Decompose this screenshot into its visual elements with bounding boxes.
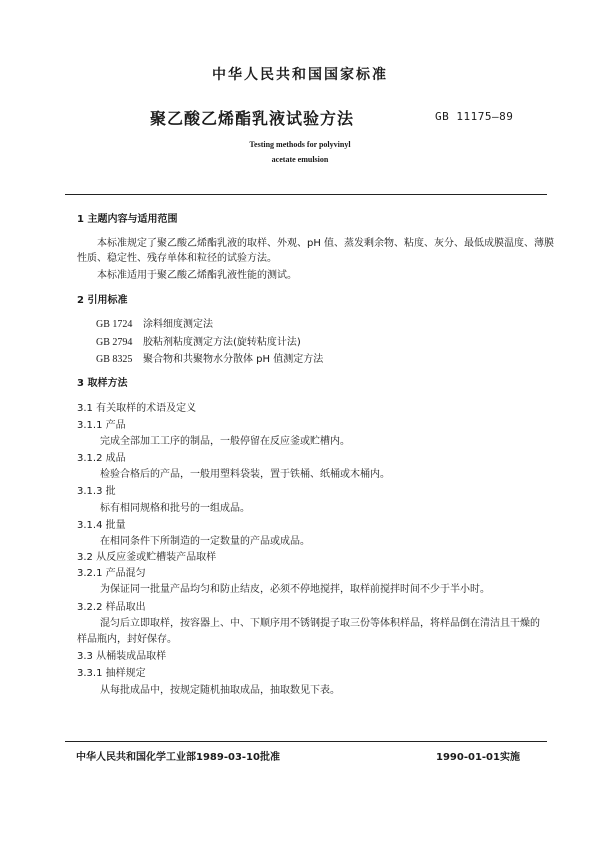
- footer-rule: [65, 741, 547, 742]
- clause-3-2-2-text-line1: 混匀后立即取样，按容器上、中、下顺序用不锈钢提子取三份等体积样品，将样品倒在清洁且干燥的: [100, 618, 540, 629]
- issuing-authority: 中华人民共和国国家标准: [212, 67, 388, 83]
- clause-3-1-1-text: 完成全部加工工序的制品，一般停留在反应釜或贮槽内。: [100, 436, 350, 447]
- document-title: 聚乙酸乙烯酯乳液试验方法: [150, 109, 355, 128]
- section-1-para1-line2: 性质、稳定性、残存单体和粒径的试验方法。: [77, 253, 277, 264]
- header-rule: [65, 194, 547, 195]
- clause-3-1-2-text: 检验合格后的产品，一般用塑料袋装，置于铁桶、纸桶或木桶内。: [100, 469, 390, 480]
- section-1-heading: 1 主题内容与适用范围: [77, 214, 178, 225]
- standard-number: GB 11175—89: [435, 110, 514, 123]
- clause-3-3: 3.3 从桶装成品取样: [77, 651, 167, 662]
- english-title-line1: Testing methods for polyvinyl: [249, 140, 351, 149]
- reference-title: 胶粘剂粘度测定方法(旋转粘度计法): [143, 337, 301, 348]
- clause-3-1: 3.1 有关取样的术语及定义: [77, 403, 197, 414]
- clause-3-1-3: 3.1.3 批: [77, 486, 116, 497]
- section-3-heading: 3 取样方法: [77, 378, 128, 389]
- clause-3-1-4: 3.1.4 批量: [77, 520, 126, 531]
- clause-3-1-3-text: 标有相同规格和批号的一组成品。: [100, 503, 250, 514]
- reference-item: [96, 333, 301, 348]
- clause-3-1-2: 3.1.2 成品: [77, 453, 126, 464]
- english-title-line2: acetate emulsion: [271, 155, 329, 164]
- reference-title: 聚合物和共聚物水分散体 pH 值测定方法: [143, 354, 324, 365]
- reference-item: [96, 315, 213, 330]
- section-2-heading: 2 引用标准: [77, 295, 128, 306]
- reference-item: [96, 350, 323, 365]
- reference-code: GB 2794: [96, 337, 133, 348]
- clause-3-2-2-text-line2: 样品瓶内，封好保存。: [77, 634, 177, 645]
- clause-3-1-1: 3.1.1 产品: [77, 420, 126, 431]
- reference-code: GB 8325: [96, 354, 133, 365]
- effective-date: 1990-01-01实施: [436, 752, 520, 763]
- reference-title: 涂料细度测定法: [143, 319, 213, 330]
- clause-3-2-2: 3.2.2 样品取出: [77, 602, 146, 613]
- clause-3-3-1: 3.3.1 抽样规定: [77, 668, 146, 679]
- clause-3-3-1-text: 从每批成品中，按规定随机抽取成品，抽取数见下表。: [100, 685, 340, 696]
- reference-code: GB 1724: [96, 319, 133, 330]
- clause-3-2-1: 3.2.1 产品混匀: [77, 568, 146, 579]
- clause-3-2-1-text: 为保证同一批量产品均匀和防止结皮，必须不停地搅拌，取样前搅拌时间不少于半小时。: [100, 584, 490, 595]
- clause-3-1-4-text: 在相同条件下所制造的一定数量的产品或成品。: [100, 536, 310, 547]
- approval-line: 中华人民共和国化学工业部1989-03-10批准: [76, 752, 280, 763]
- section-1-para1-line1: 本标准规定了聚乙酸乙烯酯乳液的取样、外观、pH 值、蒸发剩余物、粘度、灰分、最低成膜温度、薄膜: [97, 238, 555, 249]
- section-1-para2: 本标准适用于聚乙酸乙烯酯乳液性能的测试。: [97, 270, 297, 281]
- clause-3-2: 3.2 从反应釜或贮槽装产品取样: [77, 552, 217, 563]
